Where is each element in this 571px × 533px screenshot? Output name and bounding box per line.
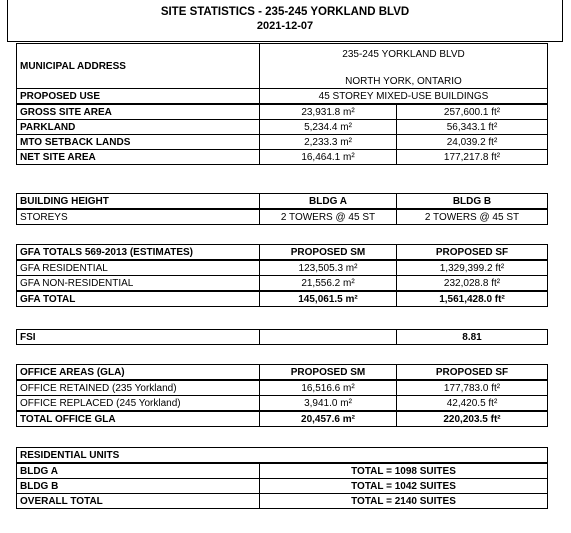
row-label: NET SITE AREA xyxy=(17,150,260,165)
suite-total: TOTAL = 1098 SUITES xyxy=(260,463,548,479)
total-label: TOTAL OFFICE GLA xyxy=(17,411,260,427)
table-row xyxy=(17,380,548,396)
report-header xyxy=(7,0,563,42)
column-header: PROPOSED SM xyxy=(260,365,397,381)
table-row xyxy=(17,89,548,105)
value-sm: 3,941.0 m² xyxy=(260,396,397,412)
value-sf: 257,600.1 ft² xyxy=(397,104,548,120)
value-sm: 16,464.1 m² xyxy=(260,150,397,165)
total-sm: 20,457.6 m² xyxy=(260,411,397,427)
table-row xyxy=(17,463,548,479)
column-header: BUILDING HEIGHT xyxy=(17,194,260,210)
column-header: OFFICE AREAS (GLA) xyxy=(17,365,260,381)
table-row xyxy=(17,448,548,464)
table-row xyxy=(17,135,548,150)
row-label: PARKLAND xyxy=(17,120,260,135)
value-sm: 5,234.4 m² xyxy=(260,120,397,135)
address-line2: NORTH YORK, ONTARIO xyxy=(260,65,548,88)
table-row xyxy=(17,479,548,494)
value-sf: 177,217.8 ft² xyxy=(397,150,548,165)
municipal-label: MUNICIPAL ADDRESS xyxy=(17,44,260,89)
column-header: PROPOSED SF xyxy=(397,245,548,261)
column-header: BLDG A xyxy=(260,194,397,210)
address-line1: 235-245 YORKLAND BLVD xyxy=(260,44,548,66)
value-a: 2 TOWERS @ 45 ST xyxy=(260,209,397,225)
table-row xyxy=(17,494,548,509)
table-row xyxy=(17,276,548,292)
value-sf: 42,420.5 ft² xyxy=(397,396,548,412)
row-label: OFFICE RETAINED (235 Yorkland) xyxy=(17,380,260,396)
total-sm: 145,061.5 m² xyxy=(260,291,397,307)
value-sm: 16,516.6 m² xyxy=(260,380,397,396)
table-row xyxy=(17,396,548,412)
suite-total: TOTAL = 1042 SUITES xyxy=(260,479,548,494)
value-sf: 1,329,399.2 ft² xyxy=(397,260,548,276)
table-row xyxy=(17,330,548,345)
report-title: SITE STATISTICS - 235-245 YORKLAND BLVD xyxy=(160,6,410,18)
table-row xyxy=(17,120,548,135)
row-label: MTO SETBACK LANDS xyxy=(17,135,260,150)
fsi-table xyxy=(16,329,548,345)
height-table xyxy=(16,193,548,225)
table-row xyxy=(17,291,548,307)
row-label: OVERALL TOTAL xyxy=(17,494,260,509)
table-row xyxy=(17,194,548,210)
value-sm: 21,556.2 m² xyxy=(260,276,397,292)
row-label: GROSS SITE AREA xyxy=(17,104,260,120)
fsi-label: FSI xyxy=(17,330,260,345)
column-header: BLDG B xyxy=(397,194,548,210)
row-label: GFA RESIDENTIAL xyxy=(17,260,260,276)
value-b: 2 TOWERS @ 45 ST xyxy=(397,209,548,225)
row-label: GFA NON-RESIDENTIAL xyxy=(17,276,260,292)
report-date: 2021-12-07 xyxy=(256,20,314,32)
table-row xyxy=(17,150,548,165)
value-sf: 177,783.0 ft² xyxy=(397,380,548,396)
table-row xyxy=(17,365,548,381)
table-row xyxy=(17,245,548,261)
suite-total: TOTAL = 2140 SUITES xyxy=(260,494,548,509)
proposed-use-value: 45 STOREY MIXED-USE BUILDINGS xyxy=(260,89,548,105)
column-header: PROPOSED SF xyxy=(397,365,548,381)
row-label: BLDG B xyxy=(17,479,260,494)
table-row xyxy=(17,104,548,120)
total-sf: 1,561,428.0 ft² xyxy=(397,291,548,307)
empty-cell xyxy=(260,330,397,345)
value-sm: 2,233.3 m² xyxy=(260,135,397,150)
site-table xyxy=(16,43,548,165)
row-label: OFFICE REPLACED (245 Yorkland) xyxy=(17,396,260,412)
column-header: PROPOSED SM xyxy=(260,245,397,261)
units-table xyxy=(16,447,548,509)
table-row xyxy=(17,209,548,225)
proposed-use-label: PROPOSED USE xyxy=(17,89,260,105)
row-label: STOREYS xyxy=(17,209,260,225)
total-label: GFA TOTAL xyxy=(17,291,260,307)
total-sf: 220,203.5 ft² xyxy=(397,411,548,427)
value-sf: 232,028.8 ft² xyxy=(397,276,548,292)
row-label: BLDG A xyxy=(17,463,260,479)
gfa-table xyxy=(16,244,548,307)
table-row xyxy=(17,260,548,276)
value-sm: 123,505.3 m² xyxy=(260,260,397,276)
table-row xyxy=(17,44,548,66)
value-sm: 23,931.8 m² xyxy=(260,104,397,120)
value-sf: 56,343.1 ft² xyxy=(397,120,548,135)
column-header: RESIDENTIAL UNITS xyxy=(17,448,548,464)
office-table xyxy=(16,364,548,427)
fsi-value: 8.81 xyxy=(397,330,548,345)
value-sf: 24,039.2 ft² xyxy=(397,135,548,150)
column-header: GFA TOTALS 569-2013 (ESTIMATES) xyxy=(17,245,260,261)
table-row xyxy=(17,411,548,427)
